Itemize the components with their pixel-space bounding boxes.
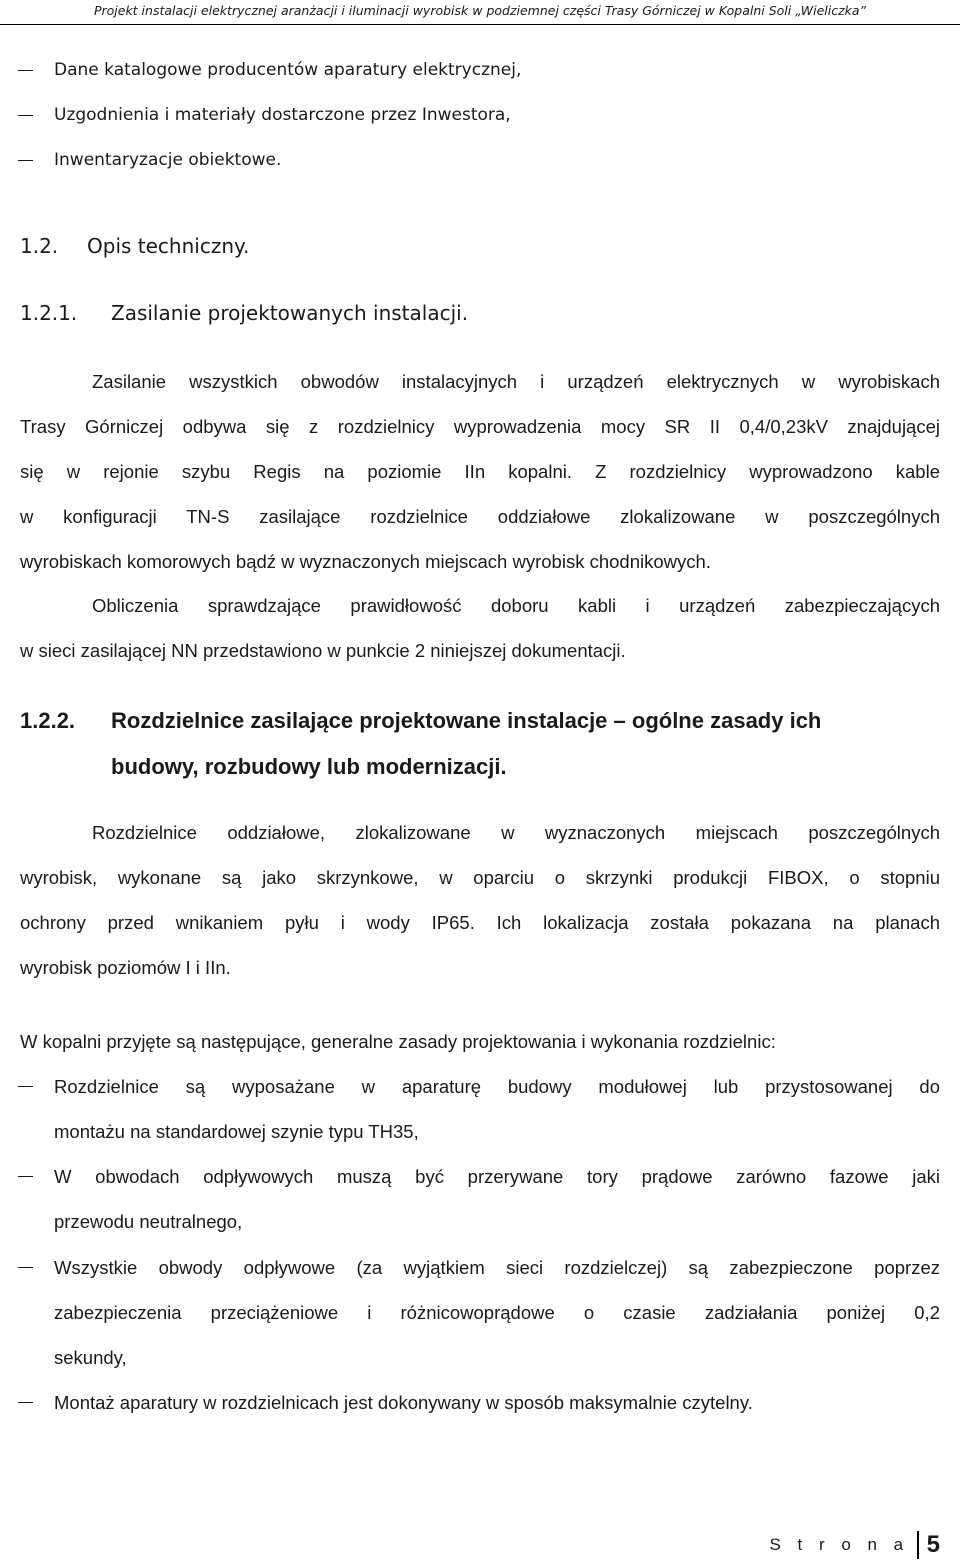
text-line: w konfiguracji TN-S zasilające rozdzielnice oddziałowe zlokalizowane w poszczególnych	[20, 506, 940, 527]
text-line: W obwodach odpływowych muszą być przerywane tory prądowe zarówno fazowe jaki	[54, 1166, 940, 1187]
text-line: Obliczenia sprawdzające prawidłowość doboru kabli i urządzeń zabezpieczających	[92, 595, 940, 616]
text-line: sekundy,	[54, 1347, 127, 1368]
subsection-title: Zasilanie projektowanych instalacji.	[111, 301, 469, 325]
list-item	[54, 1245, 940, 1380]
paragraph	[20, 359, 940, 584]
text-line: przewodu neutralnego,	[54, 1211, 243, 1232]
page-number: 5	[926, 1531, 940, 1558]
list-item	[54, 1154, 940, 1244]
footer-divider	[917, 1531, 919, 1559]
text-line: Rozdzielnice oddziałowe, zlokalizowane w wyznaczonych miejscach poszczególnych	[92, 822, 940, 843]
subsection-title: Rozdzielnice zasilające projektowane instalacje – ogólne zasady ich	[111, 708, 822, 733]
subsection-heading-continued: budowy, rozbudowy lub modernizacji.	[111, 754, 507, 779]
text-line: w sieci zasilającej NN przedstawiono w punkcie 2 niniejszej dokumentacji.	[20, 640, 626, 661]
text-line: wyrobisk, wykonane są jako skrzynkowe, w oparciu o skrzynki produkcji FIBOX, o stopniu	[20, 867, 940, 888]
text-line: wyrobisk poziomów I i IIn.	[20, 957, 231, 978]
list-item: Uzgodnienia i materiały dostarczone przez Inwestora,	[54, 93, 940, 138]
rules-intro	[20, 1019, 940, 1064]
text-line: montażu na standardowej szynie typu TH35,	[54, 1121, 419, 1142]
text-line: wyrobiskach komorowych bądź w wyznaczonych miejscach wyrobisk chodnikowych.	[20, 551, 711, 572]
text-line: Zasilanie wszystkich obwodów instalacyjnych i urządzeń elektrycznych w wyrobiskach	[92, 371, 940, 392]
text-line: zabezpieczenia przeciążeniowe i różnicowoprądowe o czasie zadziałania poniżej 0,2	[54, 1302, 940, 1323]
paragraph	[20, 810, 940, 990]
page-label: S t r o n a	[769, 1535, 910, 1554]
list-item	[54, 1380, 940, 1425]
section-number: 1.2.	[20, 234, 59, 258]
page-footer	[769, 1530, 940, 1560]
text-line: W kopalni przyjęte są następujące, generalne zasady projektowania i wykonania rozdzielnic:	[20, 1031, 776, 1052]
subsection-number: 1.2.1.	[20, 301, 78, 325]
running-header: Projekt instalacji elektrycznej aranżacji i iluminacji wyrobisk w podziemnej części Trasy Górniczej w Kopalni Soli „Wieliczka”	[0, 0, 960, 25]
section-title: Opis techniczny.	[87, 234, 250, 258]
text-line: się w rejonie szybu Regis na poziomie IIn kopalni. Z rozdzielnicy wyprowadzono kable	[20, 461, 940, 482]
text-line: Wszystkie obwody odpływowe (za wyjątkiem sieci rozdzielczej) są zabezpieczone poprzez	[54, 1257, 940, 1278]
text-line: ochrony przed wnikaniem pyłu i wody IP65. Ich lokalizacja została pokazana na planach	[20, 912, 940, 933]
subsection-heading	[20, 698, 821, 743]
list-item	[54, 1064, 940, 1154]
text-line: Montaż aparatury w rozdzielnicach jest dokonywany w sposób maksymalnie czytelny.	[54, 1392, 753, 1413]
text-line: Rozdzielnice są wyposażane w aparaturę budowy modułowej lub przystosowanej do	[54, 1076, 940, 1097]
list-item: Inwentaryzacje obiektowe.	[54, 138, 940, 183]
paragraph	[20, 583, 940, 673]
text-line: Trasy Górniczej odbywa się z rozdzielnicy wyprowadzenia mocy SR II 0,4/0,23kV znajdującej	[20, 416, 940, 437]
subsection-number: 1.2.2.	[20, 708, 76, 733]
list-item: Dane katalogowe producentów aparatury elektrycznej,	[54, 48, 940, 93]
subsection-heading	[20, 291, 468, 336]
section-heading	[20, 224, 249, 269]
